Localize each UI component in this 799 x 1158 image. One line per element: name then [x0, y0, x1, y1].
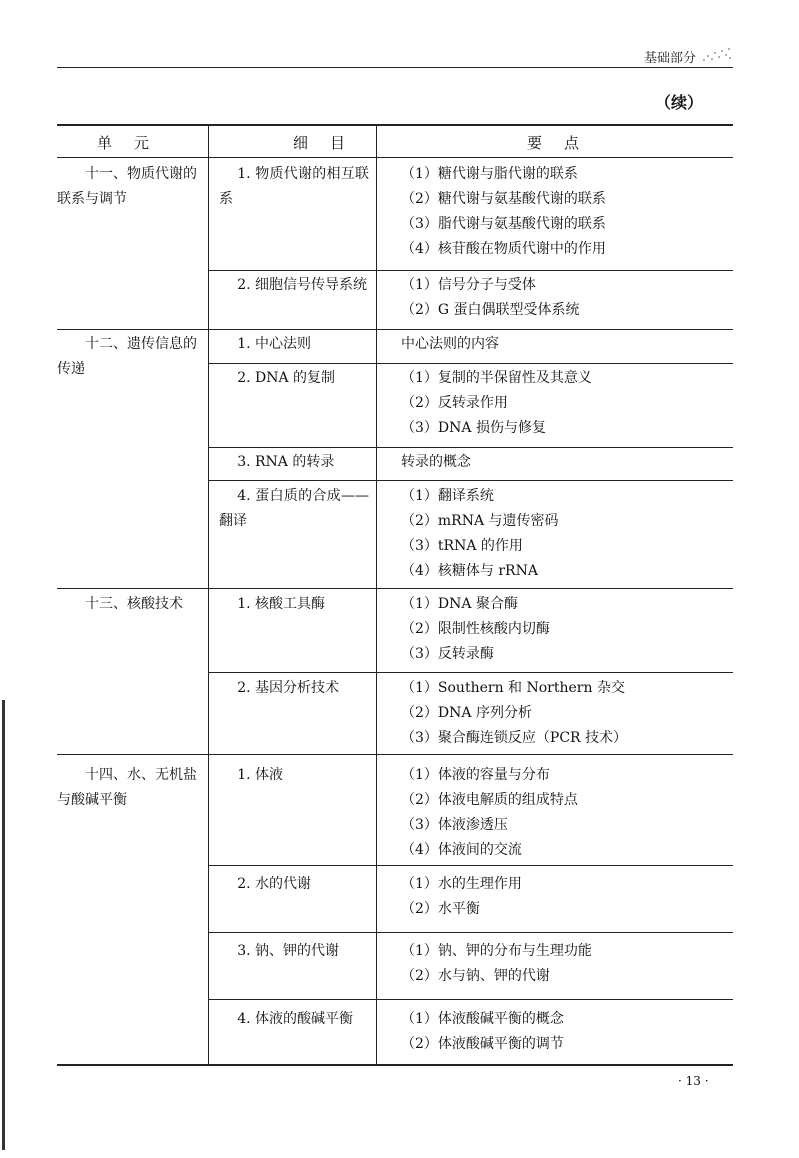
item-divider — [208, 865, 733, 866]
list-item: （1）糖代谢与脂代谢的联系 — [401, 166, 578, 182]
point-list — [401, 872, 721, 922]
unit-name: 十四、水、无机盐与酸碱平衡 — [57, 767, 197, 808]
column-divider — [208, 126, 209, 1066]
item-divider — [208, 999, 733, 1000]
item-divider — [208, 270, 733, 271]
item-title: 2. 细胞信号传导系统 — [237, 277, 367, 293]
item-title: 4. 蛋白质的合成——翻译 — [219, 488, 369, 529]
point-list — [401, 763, 721, 863]
list-item: （3）体液渗透压 — [401, 817, 508, 833]
item-title: 3. 钠、钾的代谢 — [237, 943, 339, 959]
list-item: （3）聚合酶连锁反应（PCR 技术） — [401, 730, 628, 746]
list-item: （2）mRNA 与遗传密码 — [401, 513, 559, 529]
continued-label: （续） — [655, 93, 704, 112]
point-list — [401, 450, 721, 475]
item-divider — [208, 932, 733, 933]
item-title: 4. 体液的酸碱平衡 — [237, 1011, 353, 1027]
decorative-flourish-icon — [700, 44, 734, 66]
item-title: 1. 物质代谢的相互联系 — [219, 166, 369, 207]
list-item: （2）限制性核酸内切酶 — [401, 621, 550, 637]
page-number: · 13 · — [678, 1074, 709, 1088]
list-item: （3）反转录酶 — [401, 646, 494, 662]
list-item: （1）体液的容量与分布 — [401, 767, 550, 783]
point-list — [401, 332, 721, 357]
item-title: 2. DNA 的复制 — [237, 370, 336, 386]
item-divider — [208, 447, 733, 448]
list-item: （3）DNA 损伤与修复 — [401, 420, 546, 436]
list-item: （4）核苷酸在物质代谢中的作用 — [401, 241, 606, 257]
list-item: （2）G 蛋白偶联型受体系统 — [401, 302, 580, 318]
point-list — [401, 592, 721, 667]
item-title: 2. 基因分析技术 — [237, 680, 339, 696]
point-list — [401, 162, 721, 262]
point-list — [401, 1007, 721, 1057]
list-item: （2）水平衡 — [401, 901, 480, 917]
list-item: （1）钠、钾的分布与生理功能 — [401, 943, 592, 959]
unit-name: 十一、物质代谢的联系与调节 — [57, 166, 197, 207]
unit-name: 十三、核酸技术 — [85, 596, 183, 612]
list-item: （2）水与钠、钾的代谢 — [401, 968, 550, 984]
list-item: （1）翻译系统 — [401, 488, 494, 504]
item-divider — [208, 363, 733, 364]
column-header-unit: 单元 — [97, 134, 172, 152]
item-title: 1. 核酸工具酶 — [237, 596, 325, 612]
unit-divider — [57, 588, 733, 589]
list-item: （2）反转录作用 — [401, 395, 508, 411]
point-list — [401, 366, 721, 441]
list-item: （1）信号分子与受体 — [401, 277, 536, 293]
running-header: 基础部分 — [644, 51, 697, 66]
item-title: 1. 体液 — [237, 767, 283, 783]
item-title: 2. 水的代谢 — [237, 876, 311, 892]
point-list — [401, 273, 721, 323]
item-title: 3. RNA 的转录 — [237, 454, 335, 470]
list-item: （2）体液酸碱平衡的调节 — [401, 1036, 564, 1052]
column-divider — [376, 126, 377, 1066]
list-item: （2）DNA 序列分析 — [401, 705, 532, 721]
list-item: （1）复制的半保留性及其意义 — [401, 370, 592, 386]
column-header-item: 细目 — [293, 134, 368, 152]
item-divider — [208, 480, 733, 481]
list-item: （1）水的生理作用 — [401, 876, 522, 892]
list-item: （1）Southern 和 Northern 杂交 — [401, 680, 625, 696]
unit-name: 十二、遗传信息的传递 — [57, 336, 197, 377]
list-item: （1）DNA 聚合酶 — [401, 596, 518, 612]
header-rule — [57, 67, 733, 68]
list-item: （3）脂代谢与氨基酸代谢的联系 — [401, 216, 606, 232]
point-list — [401, 676, 721, 751]
list-item: 中心法则的内容 — [401, 336, 499, 352]
list-item: （4）核糖体与 rRNA — [401, 563, 538, 579]
table-header-row — [57, 126, 733, 158]
unit-divider — [57, 329, 733, 330]
list-item: （2）体液电解质的组成特点 — [401, 792, 578, 808]
list-item: （2）糖代谢与氨基酸代谢的联系 — [401, 191, 606, 207]
point-list — [401, 939, 721, 989]
list-item: 转录的概念 — [401, 454, 471, 470]
unit-divider — [57, 754, 733, 755]
list-item: （1）体液酸碱平衡的概念 — [401, 1011, 564, 1027]
list-item: （3）tRNA 的作用 — [401, 538, 523, 554]
item-divider — [208, 672, 733, 673]
binding-edge — [2, 700, 5, 1150]
column-header-points: 要点 — [527, 134, 602, 152]
point-list — [401, 484, 721, 584]
syllabus-table — [57, 124, 733, 1066]
list-item: （4）体液间的交流 — [401, 842, 522, 858]
item-title: 1. 中心法则 — [237, 336, 311, 352]
